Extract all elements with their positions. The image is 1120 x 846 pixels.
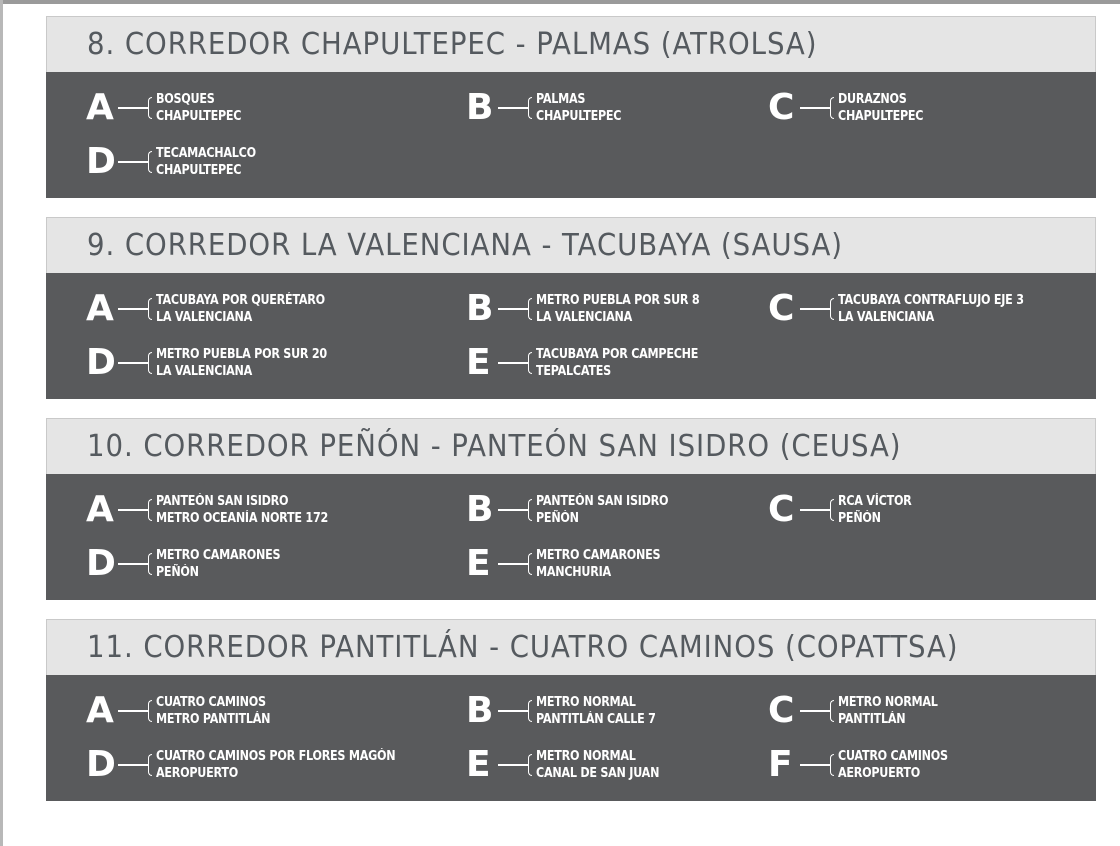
connector-line xyxy=(498,563,528,565)
route-origin: TACUBAYA POR CAMPECHE xyxy=(536,346,699,362)
route-item xyxy=(86,83,466,132)
route-letter: B xyxy=(466,488,494,530)
route-destination: AEROPUERTO xyxy=(838,765,920,781)
connector-line xyxy=(118,509,148,511)
route-destinations xyxy=(838,91,937,125)
route-item xyxy=(466,338,768,387)
bracket-icon xyxy=(148,754,152,776)
route-letter: C xyxy=(768,287,795,329)
section-header xyxy=(46,16,1096,72)
route-item xyxy=(768,686,1068,735)
route-item xyxy=(466,485,768,534)
section-header xyxy=(46,619,1096,675)
bracket-icon xyxy=(528,298,532,320)
section-title: 11. CORREDOR PANTITLÁN - CUATRO CAMINOS (COPATTSA) xyxy=(87,630,959,665)
bracket-icon xyxy=(148,553,152,575)
route-item xyxy=(86,485,466,534)
route-origin: RCA VÍCTOR xyxy=(838,493,912,509)
route-origin: METRO CAMARONES xyxy=(156,547,281,563)
route-origin: BOSQUES xyxy=(156,91,215,107)
route-origin: METRO PUEBLA POR SUR 20 xyxy=(156,346,327,362)
route-item xyxy=(86,284,466,333)
route-destinations xyxy=(156,91,255,125)
route-item xyxy=(768,485,1068,534)
bracket-icon xyxy=(830,499,834,521)
route-destinations xyxy=(838,493,924,527)
bracket-icon xyxy=(148,700,152,722)
route-item xyxy=(86,740,466,789)
bracket-icon xyxy=(528,97,532,119)
route-destinations xyxy=(156,292,352,326)
route-letter: E xyxy=(466,341,491,383)
corridor-section xyxy=(46,619,1096,801)
route-origin: METRO PUEBLA POR SUR 8 xyxy=(536,292,700,308)
route-origin: TACUBAYA POR QUERÉTARO xyxy=(156,292,325,308)
route-item xyxy=(768,284,1068,333)
route-destinations xyxy=(536,694,675,728)
route-destinations xyxy=(156,346,355,380)
connector-line xyxy=(118,107,148,109)
route-list xyxy=(46,474,1096,600)
route-list xyxy=(46,72,1096,198)
connector-line xyxy=(498,509,528,511)
route-origin: PANTEÓN SAN ISIDRO xyxy=(156,493,289,509)
bracket-icon xyxy=(148,352,152,374)
connector-line xyxy=(118,710,148,712)
route-item xyxy=(86,137,466,186)
route-destinations xyxy=(156,493,356,527)
connector-line xyxy=(800,107,830,109)
route-destinations xyxy=(156,748,434,782)
route-destinations xyxy=(156,145,272,179)
route-destination: LA VALENCIANA xyxy=(156,309,253,325)
bracket-icon xyxy=(528,754,532,776)
route-origin: METRO NORMAL xyxy=(536,748,636,764)
corridor-section xyxy=(46,418,1096,600)
route-letter: C xyxy=(768,689,795,731)
corridor-section xyxy=(46,16,1096,198)
route-origin: PANTEÓN SAN ISIDRO xyxy=(536,493,669,509)
connector-line xyxy=(118,563,148,565)
route-letter: E xyxy=(466,542,491,584)
connector-line xyxy=(800,764,830,766)
route-destination: AEROPUERTO xyxy=(156,765,238,781)
bracket-icon xyxy=(148,298,152,320)
route-destination: PEÑÓN xyxy=(536,510,579,526)
route-destination: CHAPULTEPEC xyxy=(156,162,242,178)
bracket-icon xyxy=(830,700,834,722)
route-letter: C xyxy=(768,86,795,128)
connector-line xyxy=(498,362,528,364)
section-title: 10. CORREDOR PEÑÓN - PANTEÓN SAN ISIDRO (CEUSA) xyxy=(87,429,902,464)
connector-line xyxy=(800,710,830,712)
route-origin: TECAMACHALCO xyxy=(156,145,256,161)
connector-line xyxy=(800,509,830,511)
route-destinations xyxy=(156,694,289,728)
route-origin: TACUBAYA CONTRAFLUJO EJE 3 xyxy=(838,292,1024,308)
connector-line xyxy=(118,161,148,163)
route-destination: PANTITLÁN CALLE 7 xyxy=(536,711,656,727)
route-letter: A xyxy=(86,86,114,128)
route-destination: CHAPULTEPEC xyxy=(536,108,622,124)
route-destination: PANTITLÁN xyxy=(838,711,906,727)
bracket-icon xyxy=(528,352,532,374)
section-title: 9. CORREDOR LA VALENCIANA - TACUBAYA (SAUSA) xyxy=(87,228,843,263)
route-origin: METRO NORMAL xyxy=(536,694,636,710)
route-destinations xyxy=(536,547,681,581)
route-destination: MANCHURIA xyxy=(536,564,611,580)
route-destination: PEÑÓN xyxy=(156,564,199,580)
route-item xyxy=(86,338,466,387)
section-header xyxy=(46,217,1096,273)
route-letter: B xyxy=(466,287,494,329)
route-destinations xyxy=(838,292,1054,326)
route-item xyxy=(466,686,768,735)
route-letter: A xyxy=(86,488,114,530)
bracket-icon xyxy=(148,499,152,521)
bracket-icon xyxy=(830,298,834,320)
route-letter: D xyxy=(86,542,116,584)
route-letter: D xyxy=(86,743,116,785)
route-letter: B xyxy=(466,689,494,731)
route-item xyxy=(86,539,466,588)
route-destination: LA VALENCIANA xyxy=(536,309,633,325)
route-destinations xyxy=(536,493,690,527)
route-destination: CHAPULTEPEC xyxy=(156,108,242,124)
route-item xyxy=(466,83,768,132)
route-destinations xyxy=(156,547,301,581)
route-destination: TEPALCATES xyxy=(536,363,611,379)
corridor-document xyxy=(46,16,1096,820)
route-letter: D xyxy=(86,140,116,182)
left-border xyxy=(0,0,3,846)
corridor-section xyxy=(46,217,1096,399)
connector-line xyxy=(498,764,528,766)
route-letter: A xyxy=(86,287,114,329)
bracket-icon xyxy=(528,700,532,722)
route-origin: PALMAS xyxy=(536,91,586,107)
route-item xyxy=(466,284,768,333)
route-destinations xyxy=(536,91,635,125)
section-title: 8. CORREDOR CHAPULTEPEC - PALMAS (ATROLSA) xyxy=(87,27,818,62)
bracket-icon xyxy=(830,754,834,776)
route-letter: E xyxy=(466,743,491,785)
route-item xyxy=(768,740,1068,789)
connector-line xyxy=(118,308,148,310)
bracket-icon xyxy=(528,499,532,521)
section-header xyxy=(46,418,1096,474)
route-destination: PEÑÓN xyxy=(838,510,881,526)
connector-line xyxy=(498,107,528,109)
route-list xyxy=(46,273,1096,399)
route-destinations xyxy=(536,748,679,782)
route-origin: CUATRO CAMINOS xyxy=(156,694,266,710)
route-item xyxy=(466,539,768,588)
route-item xyxy=(86,686,466,735)
bracket-icon xyxy=(528,553,532,575)
connector-line xyxy=(498,308,528,310)
bracket-icon xyxy=(148,97,152,119)
route-destination: LA VALENCIANA xyxy=(838,309,935,325)
connector-line xyxy=(118,764,148,766)
route-destination: CHAPULTEPEC xyxy=(838,108,924,124)
route-letter: F xyxy=(768,743,793,785)
route-destination: LA VALENCIANA xyxy=(156,363,253,379)
route-letter: C xyxy=(768,488,795,530)
route-item xyxy=(768,83,1068,132)
bracket-icon xyxy=(830,97,834,119)
top-border xyxy=(0,0,1120,4)
route-destinations xyxy=(536,292,726,326)
route-letter: D xyxy=(86,341,116,383)
route-origin: METRO NORMAL xyxy=(838,694,938,710)
route-letter: A xyxy=(86,689,114,731)
connector-line xyxy=(800,308,830,310)
connector-line xyxy=(498,710,528,712)
route-origin: CUATRO CAMINOS xyxy=(838,748,948,764)
route-destinations xyxy=(838,694,954,728)
route-list xyxy=(46,675,1096,801)
route-destinations xyxy=(838,748,966,782)
connector-line xyxy=(118,362,148,364)
bracket-icon xyxy=(148,151,152,173)
route-item xyxy=(466,740,768,789)
route-origin: DURAZNOS xyxy=(838,91,907,107)
route-destinations xyxy=(536,346,725,380)
route-origin: CUATRO CAMINOS POR FLORES MAGÓN xyxy=(156,748,396,764)
route-letter: B xyxy=(466,86,494,128)
route-destination: METRO OCEANÍA NORTE 172 xyxy=(156,510,328,526)
route-destination: CANAL DE SAN JUAN xyxy=(536,765,660,781)
route-destination: METRO PANTITLÁN xyxy=(156,711,271,727)
route-origin: METRO CAMARONES xyxy=(536,547,661,563)
